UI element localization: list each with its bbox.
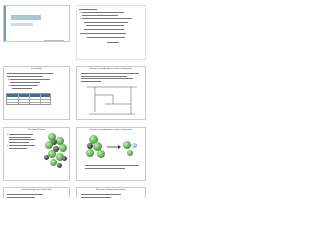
- text-line: [7, 197, 35, 198]
- bullet: [8, 85, 9, 86]
- text-line: [82, 12, 124, 13]
- bullet: [7, 145, 8, 146]
- slide-8: [76, 187, 146, 198]
- slide-2: [76, 5, 146, 60]
- text-line: [82, 18, 132, 19]
- text-line: [85, 165, 139, 166]
- slide-1: [3, 5, 70, 42]
- energy-diagram: [77, 84, 145, 118]
- text-line: [10, 79, 50, 80]
- text-line: [10, 82, 40, 83]
- text-line: [81, 76, 127, 77]
- text-line: [9, 142, 29, 143]
- slide-5: [3, 127, 70, 181]
- text-line: [7, 76, 43, 77]
- ion-sphere: [97, 150, 105, 158]
- ion-sphere: [132, 143, 137, 148]
- text-line: [7, 73, 53, 74]
- slide-6: [76, 127, 146, 181]
- slide-accent-bar: [4, 6, 6, 41]
- text-line: [9, 137, 31, 138]
- table-col: [40, 94, 41, 104]
- bullet: [7, 134, 8, 135]
- slide-7: [3, 187, 70, 198]
- slide-subtitle-block: [11, 23, 33, 26]
- table-col: [18, 94, 19, 104]
- text-line: [9, 145, 35, 146]
- bullet: [80, 18, 81, 19]
- arrow-icon: [107, 144, 121, 150]
- slide-title: The Crystal Lattice: [27, 129, 46, 132]
- text-line: [12, 88, 32, 89]
- text-line: [82, 15, 118, 16]
- text-line: [81, 194, 121, 195]
- text-line: [81, 197, 111, 198]
- text-line: [86, 25, 124, 26]
- text-line: [81, 78, 133, 79]
- slide-title: Lattice Energy and Crystal Size: [21, 189, 52, 192]
- data-table: [6, 93, 51, 105]
- slide-title-block: [11, 15, 41, 20]
- text-line: [7, 194, 43, 195]
- text-line: [10, 85, 38, 86]
- ion-sphere: [123, 141, 131, 149]
- slide-title: Energy Considerations in Ionic Compounds: [89, 68, 133, 71]
- slide-4: [76, 66, 146, 120]
- slide-3: [3, 66, 70, 120]
- text-line: [9, 148, 27, 149]
- text-line: [9, 139, 35, 140]
- text-line: [79, 9, 97, 10]
- bullet: [80, 12, 81, 13]
- text-line: [84, 22, 128, 23]
- equation: [107, 42, 119, 43]
- ion-sphere: [127, 150, 133, 156]
- text-line: [85, 168, 125, 169]
- text-line: [80, 33, 126, 34]
- table-col: [29, 94, 30, 104]
- text-line: [81, 81, 101, 82]
- equation: [87, 37, 125, 38]
- text-line: [84, 29, 124, 30]
- bullet: [8, 79, 9, 80]
- slide-title: Electron Configurations of Ions: [96, 189, 126, 192]
- ion-sphere: [86, 149, 94, 157]
- text-line: [44, 40, 64, 41]
- text-line: [81, 73, 139, 74]
- text-line: [9, 134, 33, 135]
- slide-title: Ionic Solids: [30, 68, 43, 71]
- slide-title: Energy Considerations in Ionic Compounds: [89, 129, 133, 132]
